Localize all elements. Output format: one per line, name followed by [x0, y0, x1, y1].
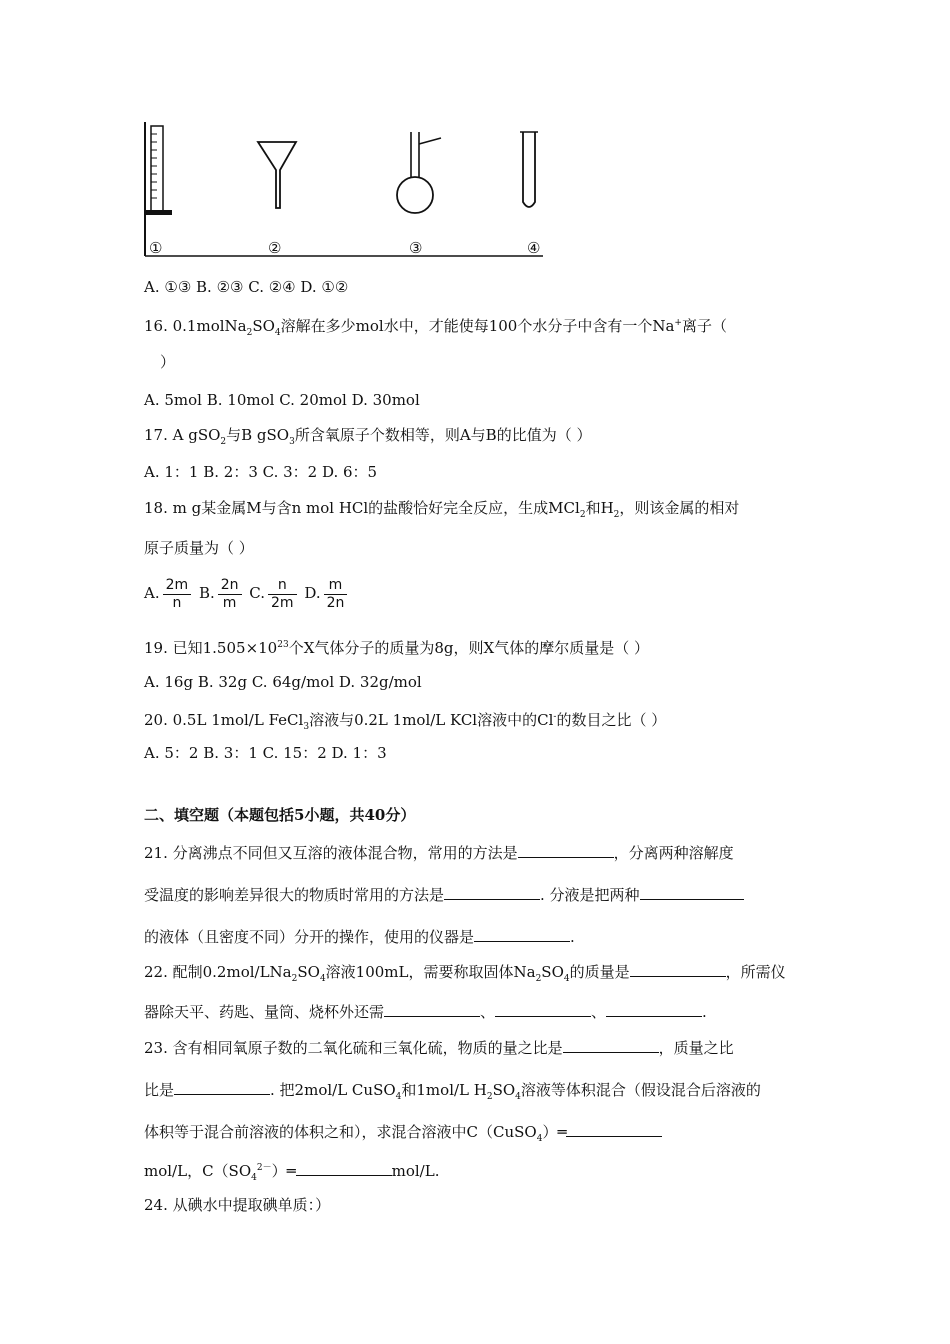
q23-line1: 23. 含有相同氧原子数的二氧化硫和三氧化硫，物质的量之比是 ，质量之比 [144, 1036, 734, 1058]
fraction-d: $\frac{m}{2n}$ [324, 577, 348, 612]
q19-stem: 19. 已知$1.505\times 10^{23}$个X气体分子的质量为8g，则X气体的摩尔质量是（ ） [144, 639, 649, 657]
fraction-c: $\frac{n}{2m}$ [268, 577, 297, 612]
q16-stem: 16. $0.1molNa_2SO_4$溶解在多少mol水中，才能使每100个水分子中含有一个Na+离子（ [144, 317, 727, 338]
q21-line1: 21. 分离沸点不同但又互溶的液体混合物，常用的方法是 ，分离两种溶解度 [144, 841, 734, 863]
answer-blank[interactable] [474, 925, 570, 942]
q18-options: A. $\frac{2m}{n}$ B. $\frac{2n}{m}$ C. $\frac{n}{2m}$ D. $\frac{m}{2n}$ [144, 574, 350, 612]
test-tube-icon [520, 132, 538, 207]
answer-blank[interactable] [640, 883, 744, 900]
q23-line4: mol/L，$C(SO_4^{2-})═$ mol/L. [144, 1158, 439, 1188]
q20-options: A. 5：2 B. 3：1 C. 15：2 D. 1：3 [144, 744, 387, 762]
fraction-b: $\frac{2n}{m}$ [218, 577, 242, 612]
distillation-flask-icon [397, 132, 441, 213]
section-title: 二、填空题（本题包括5小题，共40分） [144, 806, 416, 824]
figure-label-4: ④ [527, 239, 541, 257]
answer-blank[interactable] [563, 1036, 659, 1053]
answer-blank[interactable] [606, 1000, 702, 1017]
q15-options: A. ①③ B. ②③ C. ②④ D. ①② [144, 278, 349, 296]
answer-blank[interactable] [296, 1159, 392, 1176]
q17-stem: 17. A gSO$_2$与B gSO$_3$所含氧原子个数相等，则A与B的比值为（ ） [144, 426, 592, 447]
q21-line2: 受温度的影响差异很大的物质时常用的方法是 . 分液是把两种 [144, 883, 744, 905]
answer-blank[interactable] [495, 1000, 591, 1017]
q20-stem: 20. 0.5L 1mol/L FeCl$_3$溶液与0.2L 1mol/L KCl溶液中的Cl-的数目之比（ ） [144, 711, 667, 732]
q22-line1: 22. 配制$0.2mol/LNa_2SO_4$溶液100mL，需要称取固体$Na_2SO_4$的质量是 ，所需仪 [144, 960, 786, 989]
q17-options: A. 1：1 B. 2：3 C. 3：2 D. 6：5 [144, 463, 378, 481]
fraction-a: $\frac{2m}{n}$ [163, 577, 192, 612]
apparatus-figure [143, 118, 545, 260]
q18-stem-cont: 原子质量为（ ） [144, 539, 254, 557]
q16-options: A. 5mol B. 10mol C. 20mol D. 30mol [144, 391, 420, 409]
q22-line2: 器除天平、药匙、量筒、烧杯外还需 、 、 . [144, 1000, 707, 1022]
q21-line3: 的液体（且密度不同）分开的操作，使用的仪器是 . [144, 925, 575, 947]
figure-label-2: ② [268, 239, 282, 257]
answer-blank[interactable] [630, 960, 726, 977]
figure-label-3: ③ [409, 239, 423, 257]
q23-line3: 体积等于混合前溶液的体积之和），求混合溶液中C（CuSO$_4$）═ [144, 1120, 662, 1149]
answer-blank[interactable] [566, 1120, 662, 1137]
funnel-icon [258, 142, 296, 208]
answer-blank[interactable] [444, 883, 540, 900]
answer-blank[interactable] [174, 1078, 270, 1095]
q19-options: A. 16g B. 32g C. 64g/mol D. 32g/mol [144, 673, 422, 691]
q16-stem-cont: ） [160, 353, 176, 371]
q18-stem: 18. m g某金属M与含n mol HCl的盐酸恰好完全反应，生成MCl$_2$和$H_2$，则该金属的相对 [144, 499, 740, 520]
q24-stem: 24. 从碘水中提取碘单质：） [144, 1196, 331, 1214]
answer-blank[interactable] [518, 841, 614, 858]
figure-label-1: ① [149, 239, 163, 257]
q23-line2: 比是 . 把2mol/L CuSO$_4$和1mol/L $H_2SO_4$溶液等体积混合（假设混合后溶液的 [144, 1078, 761, 1107]
answer-blank[interactable] [384, 1000, 480, 1017]
graduated-cylinder-icon [146, 126, 172, 215]
